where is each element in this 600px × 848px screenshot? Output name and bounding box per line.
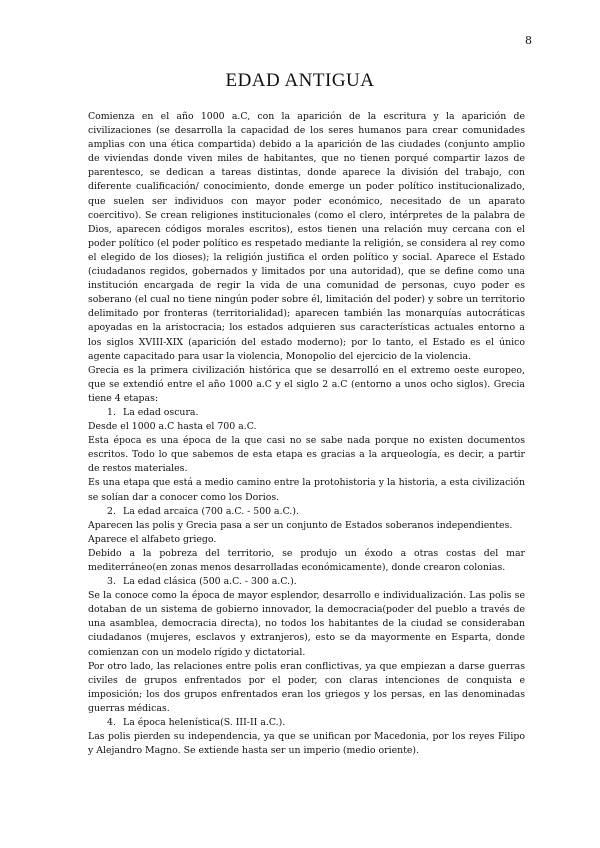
period-label: La época helenística(S. III-II a.C.).	[123, 717, 286, 729]
body-paragraph: Aparecen las polis y Grecia pasa a ser un conjunto de Estados soberanos independientes.	[88, 519, 513, 531]
period-heading	[88, 575, 525, 589]
period-label: La edad arcaica (700 a.C. - 500 a.C.).	[123, 505, 300, 517]
period-number: 4.	[107, 717, 116, 729]
body-paragraph: Se la conoce como la época de mayor esplendor, desarrollo e individualización. Las polis se dotaban de un sistema de gobierno innovador, la democracia(poder del pueblo a través de una asamblea, democracia directa), no todos los habitantes de la ciudad se consideraban ciudadanos (mujeres, esclavos y extranjeros), esto se da mayormente en Esparta, donde comienzan con un modelo rígido y dictatorial.	[88, 590, 525, 658]
period-heading	[88, 505, 525, 519]
page-title: EDAD ANTIGUA	[225, 70, 375, 91]
page-number: 8	[525, 34, 532, 47]
period-heading	[88, 406, 525, 420]
body-paragraph: Por otro lado, las relaciones entre polis eran conflictivas, ya que empiezan a darse guerras civiles de grupos enfrentados por el poder, con claras intenciones de conquista e imposición; los dos grupos enfrentados eran los griegos y los persas, en las denominadas guerras médicas.	[88, 660, 525, 714]
intro-paragraph: Comienza en el año 1000 a.C, con la aparición de la escritura y la aparición de civilizaciones (se desarrolla la capacidad de los seres humanos para crear comunidades amplias con una ética compartida) debido a la aparición de las ciudades (conjunto amplio de viviendas donde viven miles de habitantes, que no tienen porqué compartir lazos de parentesco, se dedican a tareas distintas, donde aparece la división del trabajo, con diferente cualificación/ conocimiento, donde emerge un poder político institucionalizado, que suelen ser individuos con mayor poder económico, necesitado de un aparato coercitivo). Se crean religiones institucionales (como el clero, intérpretes de la palabra de Dios, aparecen códigos morales escritos), estos tienen una relación muy cercana con el poder político (el poder político es respetado mediante la religión, se considera al rey como el elegido de los dioses); la religión justifica el orden político y social. Aparece el Estado (ciudadanos regidos, gobernados y limitados por una autoridad), que se define como una institución encargada de regir la vida de una comunidad de personas, cuyo poder es soberano (el cual no tiene ningún poder sobre él, limitación del poder) y sobre un territorio delimitado por fronteras (territorialidad); aparecen también las monarquías autocráticas apoyadas en la aristocracia; los estados adquieren sus características actuales entorno a los siglos XVIII-XIX (aparición del estado moderno); por lo tanto, el Estado es el único agente capacitado para usar la violencia, Monopolio del ejercicio de la violencia.	[88, 111, 525, 362]
grecia-intro-paragraph: Grecia es la primera civilización histórica que se desarrolló en el extremo oeste europeo, que se extendió entre el año 1000 a.C y el siglo 2 a.C (entorno a unos ocho siglos). Grecia tiene 4 etapas:	[88, 364, 525, 404]
body-paragraph: Las polis pierden su independencia, ya que se unifican por Macedonia, por los reyes Filipo y Alejandro Magno. Se extiende hasta ser un imperio (medio oriente).	[88, 731, 525, 757]
period-label: La edad oscura.	[123, 406, 199, 418]
period-number: 3.	[107, 576, 116, 588]
body-paragraph: Esta época es una época de la que casi no se sabe nada porque no existen documentos escritos. Todo lo que sabemos de esta etapa es gracias a la arqueología, es decir, a partir de restos materiales.	[88, 435, 525, 475]
period-heading	[88, 716, 525, 730]
document-body	[88, 110, 525, 758]
period-number: 2.	[107, 505, 116, 517]
period-number: 1.	[107, 406, 116, 418]
body-paragraph: Es una etapa que está a medio camino entre la protohistoria y la historia, a esta civilización se solían dar a conocer como los Dorios.	[88, 477, 525, 503]
body-paragraph: Debido a la pobreza del territorio, se produjo un éxodo a otras costas del mar mediterráneo(en zonas menos desarrolladas económicamente), donde crearon colonias.	[88, 547, 525, 573]
body-paragraph: Aparece el alfabeto griego.	[88, 533, 217, 545]
body-paragraph: Desde el 1000 a.C hasta el 700 a.C.	[88, 421, 257, 433]
period-label: La edad clásica (500 a.C. - 300 a.C.).	[123, 576, 297, 588]
